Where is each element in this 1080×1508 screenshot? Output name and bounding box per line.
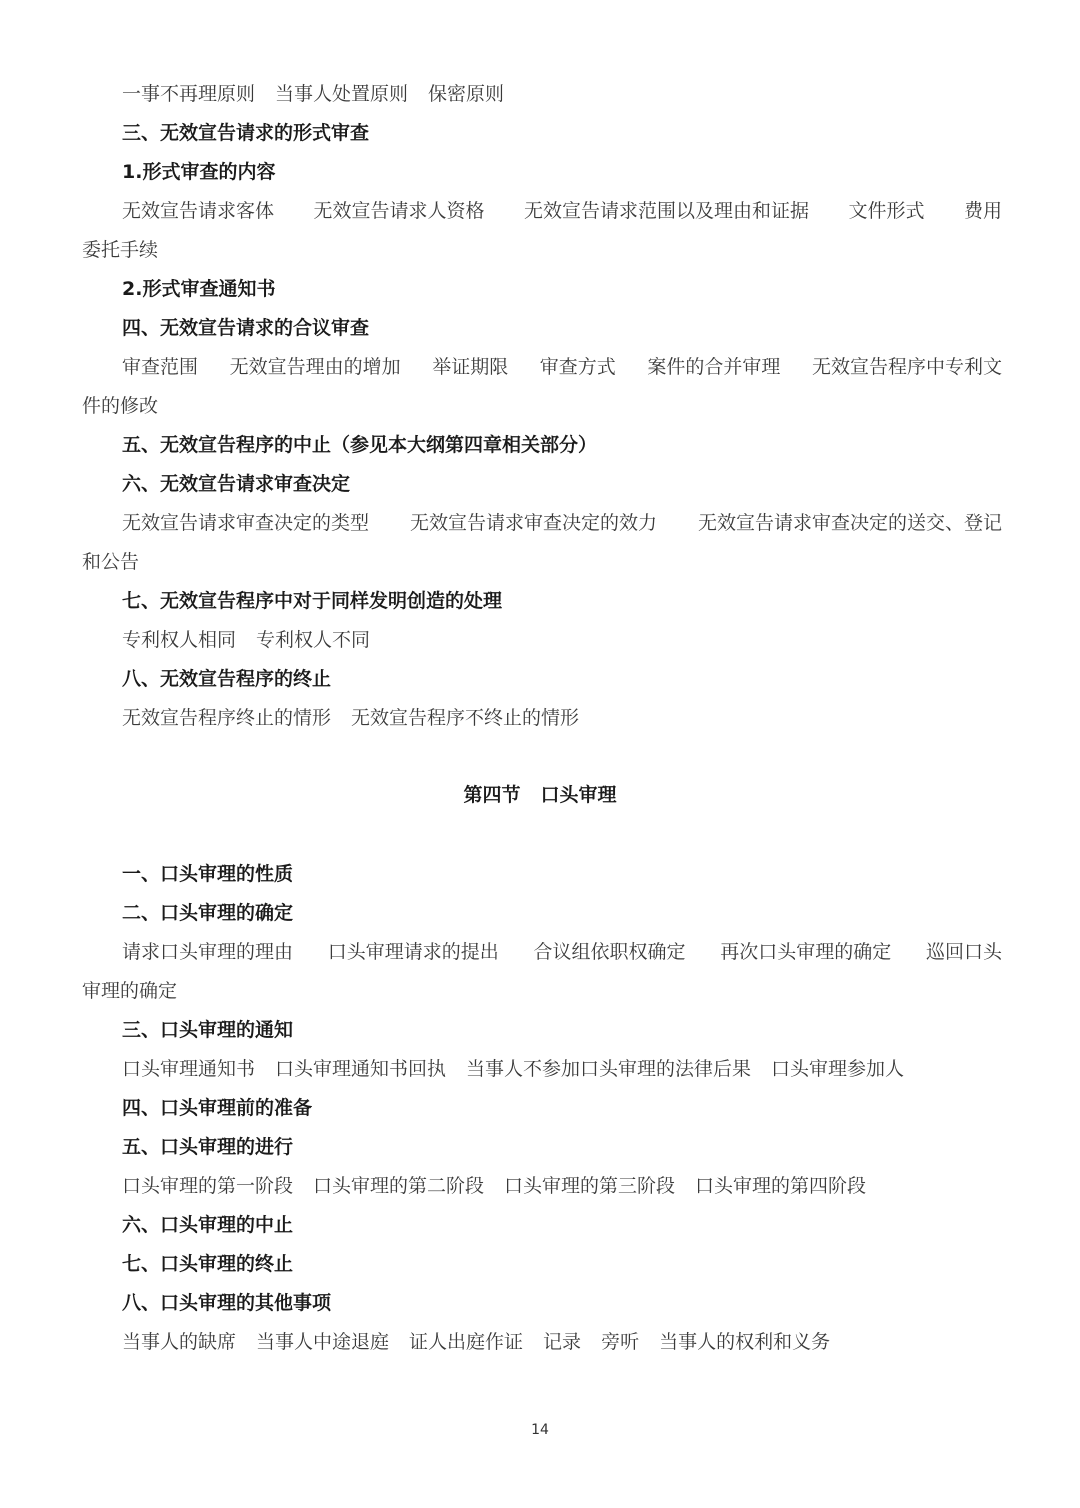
item-list (122, 192, 1002, 231)
list-item: 无效宣告理由的增加 (229, 356, 401, 378)
list-item: 当事人不参加口头审理的法律后果 (466, 1058, 752, 1080)
item-list (122, 1323, 1002, 1362)
heading: 七、口头审理的终止 (122, 1253, 294, 1275)
list-item: 证人出庭作证 (409, 1331, 524, 1353)
list-item: 费用 (963, 200, 1002, 222)
list-item: 当事人处置原则 (275, 83, 409, 105)
list-item: 一事不再理原则 (122, 83, 256, 105)
item-list (122, 75, 1002, 114)
item-list-continuation: 审理的确定 (82, 980, 178, 1002)
item-list (122, 1167, 1002, 1206)
section-name: 口头审理 (540, 784, 617, 806)
list-item: 口头审理请求的提出 (327, 941, 499, 963)
item-list (122, 1050, 1002, 1089)
list-item: 无效宣告程序不终止的情形 (351, 707, 580, 729)
heading: 三、无效宣告请求的形式审查 (122, 122, 370, 144)
item-list (122, 348, 1002, 387)
item-list (122, 699, 1002, 738)
list-item: 无效宣告请求审查决定的效力 (409, 512, 657, 534)
list-item: 无效宣告请求范围以及理由和证据 (523, 200, 809, 222)
list-item: 文件形式 (848, 200, 925, 222)
list-item: 旁听 (601, 1331, 640, 1353)
list-item: 口头审理的第二阶段 (313, 1175, 485, 1197)
list-item: 举证期限 (432, 356, 509, 378)
list-item: 当事人的权利和义务 (659, 1331, 831, 1353)
list-item: 审查方式 (539, 356, 616, 378)
heading: 七、无效宣告程序中对于同样发明创造的处理 (122, 590, 503, 612)
heading: 一、口头审理的性质 (122, 863, 294, 885)
heading: 四、无效宣告请求的合议审查 (122, 317, 370, 339)
heading: 四、口头审理前的准备 (122, 1097, 313, 1119)
list-item: 专利权人不同 (256, 629, 371, 651)
list-item: 无效宣告程序中专利文 (811, 356, 1002, 378)
list-item: 无效宣告请求人资格 (313, 200, 485, 222)
heading: 六、无效宣告请求审查决定 (122, 473, 351, 495)
list-item: 口头审理的第四阶段 (695, 1175, 867, 1197)
heading: 八、口头审理的其他事项 (122, 1292, 332, 1314)
item-list (122, 933, 1002, 972)
page-number: 14 (531, 1422, 549, 1438)
list-item: 无效宣告请求审查决定的类型 (122, 512, 370, 534)
item-list-continuation: 和公告 (82, 551, 140, 573)
heading: 八、无效宣告程序的终止 (122, 668, 332, 690)
list-item: 保密原则 (428, 83, 505, 105)
list-item: 口头审理的第一阶段 (122, 1175, 294, 1197)
item-list-continuation: 委托手续 (82, 239, 159, 261)
list-item: 专利权人相同 (122, 629, 237, 651)
list-item: 请求口头审理的理由 (122, 941, 294, 963)
list-item: 再次口头审理的确定 (720, 941, 892, 963)
section-number: 第四节 (463, 784, 521, 806)
heading: 二、口头审理的确定 (122, 902, 294, 924)
list-item: 口头审理通知书 (122, 1058, 256, 1080)
subheading: 1.形式审查的内容 (122, 161, 276, 183)
item-list (122, 621, 1002, 660)
list-item: 无效宣告请求审查决定的送交、登记 (697, 512, 1002, 534)
heading: 六、口头审理的中止 (122, 1214, 294, 1236)
list-item: 当事人中途退庭 (256, 1331, 390, 1353)
list-item: 审查范围 (122, 356, 199, 378)
list-item: 口头审理参加人 (771, 1058, 905, 1080)
list-item: 巡回口头 (925, 941, 1002, 963)
heading: 五、口头审理的进行 (122, 1136, 294, 1158)
list-item: 当事人的缺席 (122, 1331, 237, 1353)
list-item: 无效宣告程序终止的情形 (122, 707, 332, 729)
item-list-continuation: 件的修改 (82, 395, 159, 417)
section-title (0, 776, 1080, 815)
subheading: 2.形式审查通知书 (122, 278, 276, 300)
list-item: 无效宣告请求客体 (122, 200, 275, 222)
list-item: 记录 (543, 1331, 582, 1353)
heading: 五、无效宣告程序的中止（参见本大纲第四章相关部分） (122, 434, 598, 456)
list-item: 口头审理通知书回执 (275, 1058, 447, 1080)
heading: 三、口头审理的通知 (122, 1019, 294, 1041)
list-item: 合议组依职权确定 (533, 941, 686, 963)
list-item: 案件的合并审理 (647, 356, 781, 378)
item-list (122, 504, 1002, 543)
list-item: 口头审理的第三阶段 (504, 1175, 676, 1197)
